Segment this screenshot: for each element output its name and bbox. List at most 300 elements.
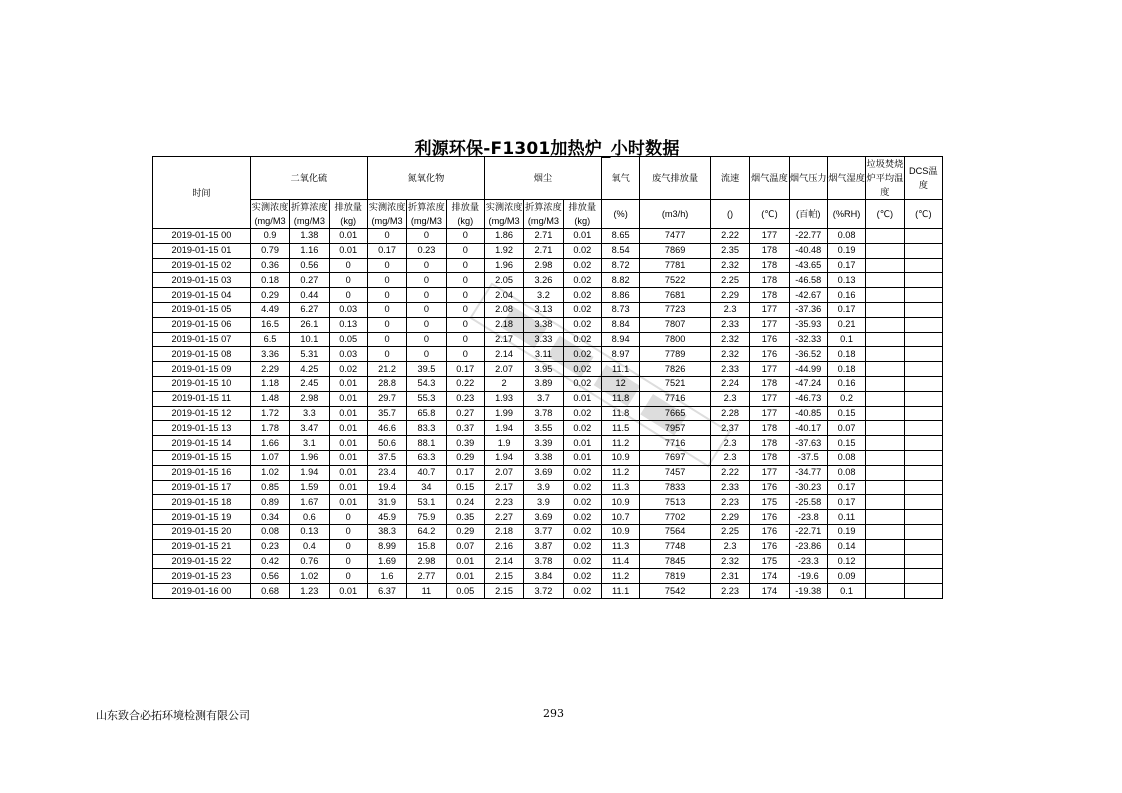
table-cell: 0.16 <box>827 376 865 391</box>
table-cell: 2019-01-15 19 <box>153 510 251 525</box>
table-cell: 2.3 <box>710 302 749 317</box>
table-cell: -35.93 <box>789 317 827 332</box>
table-cell: 0.17 <box>446 465 484 480</box>
table-cell <box>866 465 904 480</box>
table-cell: 3.69 <box>524 510 563 525</box>
table-cell: 3.95 <box>524 362 563 377</box>
table-row <box>153 229 943 244</box>
table-cell: 0.79 <box>250 243 289 258</box>
table-cell: 176 <box>750 524 789 539</box>
table-cell: 3.38 <box>524 317 563 332</box>
table-cell: 7716 <box>640 436 711 451</box>
table-cell: 0.37 <box>446 421 484 436</box>
table-cell: 2.15 <box>484 584 523 599</box>
subheader-so2-emission: 排放量 (kg) <box>329 200 367 229</box>
table-cell: 1.59 <box>290 480 329 495</box>
table-cell: 2.27 <box>484 510 523 525</box>
table-cell: 0.23 <box>407 243 446 258</box>
table-cell: -37.5 <box>789 450 827 465</box>
table-cell: 178 <box>750 258 789 273</box>
table-cell: 2.22 <box>710 229 749 244</box>
table-cell: 0 <box>446 302 484 317</box>
table-cell: 6.27 <box>290 302 329 317</box>
table-cell: 0 <box>407 288 446 303</box>
table-cell: 0.13 <box>827 273 865 288</box>
table-cell <box>904 302 942 317</box>
table-cell: 2.3 <box>710 539 749 554</box>
table-cell: 2.25 <box>710 273 749 288</box>
table-cell: 0.44 <box>290 288 329 303</box>
table-cell: 8.86 <box>601 288 639 303</box>
table-row <box>153 450 943 465</box>
table-cell <box>904 317 942 332</box>
table-cell: 7748 <box>640 539 711 554</box>
table-cell: 7564 <box>640 524 711 539</box>
table-cell: 2.33 <box>710 480 749 495</box>
table-cell: 0.02 <box>563 288 601 303</box>
table-cell: 0.01 <box>329 465 367 480</box>
table-cell: 0.01 <box>563 229 601 244</box>
table-cell: 2.28 <box>710 406 749 421</box>
table-cell: 2019-01-15 06 <box>153 317 251 332</box>
table-cell: 176 <box>750 480 789 495</box>
table-cell: 0.17 <box>446 362 484 377</box>
table-cell: 2.14 <box>484 347 523 362</box>
table-row <box>153 569 943 584</box>
table-cell: 2.29 <box>710 510 749 525</box>
table-cell: 0 <box>446 332 484 347</box>
table-cell <box>866 273 904 288</box>
table-cell: 0.29 <box>446 450 484 465</box>
unit-gas-pressure: (百帕) <box>789 200 827 229</box>
table-cell: 0.17 <box>367 243 406 258</box>
table-cell <box>904 229 942 244</box>
table-cell: 0.27 <box>290 273 329 288</box>
table-cell: 1.02 <box>250 465 289 480</box>
table-cell: 7542 <box>640 584 711 599</box>
table-cell <box>904 332 942 347</box>
table-cell: 0.08 <box>827 229 865 244</box>
table-cell: 0.34 <box>250 510 289 525</box>
table-cell: 0 <box>407 347 446 362</box>
table-cell: 1.94 <box>484 450 523 465</box>
table-cell: 7697 <box>640 450 711 465</box>
table-cell: 1.02 <box>290 569 329 584</box>
table-cell: 177 <box>750 317 789 332</box>
table-cell: 63.3 <box>407 450 446 465</box>
table-cell: 176 <box>750 539 789 554</box>
table-cell <box>904 524 942 539</box>
subheader-dust-emission: 排放量 (kg) <box>563 200 601 229</box>
table-cell <box>904 436 942 451</box>
table-cell: 0.01 <box>563 391 601 406</box>
unit-velocity: () <box>710 200 749 229</box>
table-cell: 0.02 <box>563 347 601 362</box>
table-cell: 2019-01-15 18 <box>153 495 251 510</box>
table-cell: 15.8 <box>407 539 446 554</box>
table-cell: 19.4 <box>367 480 406 495</box>
table-cell: 0.56 <box>250 569 289 584</box>
subheader-nox-emission: 排放量 (kg) <box>446 200 484 229</box>
table-cell: 0.02 <box>563 465 601 480</box>
table-cell: 2.98 <box>407 554 446 569</box>
table-cell: 1.86 <box>484 229 523 244</box>
table-cell <box>866 391 904 406</box>
table-cell: 3.7 <box>524 391 563 406</box>
table-cell: 3.13 <box>524 302 563 317</box>
page-number: 293 <box>543 707 564 720</box>
table-cell: 11.3 <box>601 539 639 554</box>
table-cell <box>904 243 942 258</box>
table-cell: 7800 <box>640 332 711 347</box>
table-cell: 0 <box>446 243 484 258</box>
table-cell <box>866 480 904 495</box>
table-cell: 0.15 <box>827 436 865 451</box>
table-cell: -36.52 <box>789 347 827 362</box>
table-cell: 0 <box>407 302 446 317</box>
table-cell: 2.35 <box>710 243 749 258</box>
table-cell: 2.17 <box>484 332 523 347</box>
table-row <box>153 465 943 480</box>
table-cell: 0.89 <box>250 495 289 510</box>
table-cell: 34 <box>407 480 446 495</box>
table-cell: 10.9 <box>601 524 639 539</box>
subheader-dust-converted: 折算浓度 (mg/M3 <box>524 200 563 229</box>
table-cell: 0.01 <box>329 406 367 421</box>
table-cell: 2.08 <box>484 302 523 317</box>
table-cell <box>866 584 904 599</box>
table-cell: 3.36 <box>250 347 289 362</box>
table-cell: 0.15 <box>446 480 484 495</box>
table-cell: 3.84 <box>524 569 563 584</box>
table-cell <box>866 243 904 258</box>
table-cell: 21.2 <box>367 362 406 377</box>
table-cell: 11.2 <box>601 465 639 480</box>
table-row <box>153 362 943 377</box>
table-cell <box>904 362 942 377</box>
table-cell: 0.16 <box>827 288 865 303</box>
table-cell: 0 <box>329 273 367 288</box>
table-cell: 0.85 <box>250 480 289 495</box>
table-cell: -23.3 <box>789 554 827 569</box>
table-cell: 0.1 <box>827 584 865 599</box>
table-cell: 11.1 <box>601 362 639 377</box>
table-cell: 0.02 <box>563 569 601 584</box>
table-cell: 7957 <box>640 421 711 436</box>
table-cell: 0.18 <box>250 273 289 288</box>
table-cell: 0.02 <box>563 510 601 525</box>
table-cell: 7723 <box>640 302 711 317</box>
table-cell: 0 <box>367 347 406 362</box>
table-cell: 177 <box>750 465 789 480</box>
table-cell: 177 <box>750 406 789 421</box>
table-row <box>153 317 943 332</box>
table-cell: 0 <box>407 273 446 288</box>
table-cell: 3.33 <box>524 332 563 347</box>
table-cell: 2.3 <box>710 436 749 451</box>
table-cell: 2.98 <box>290 391 329 406</box>
table-cell: 0.01 <box>329 243 367 258</box>
table-cell: 0 <box>367 332 406 347</box>
table-cell: 8.84 <box>601 317 639 332</box>
table-cell: 178 <box>750 243 789 258</box>
header-gas-humidity: 烟气湿度 <box>827 157 865 200</box>
table-cell: 11.4 <box>601 554 639 569</box>
table-cell: 1.07 <box>250 450 289 465</box>
table-cell: 2.71 <box>524 243 563 258</box>
table-cell: 2.29 <box>710 288 749 303</box>
table-cell: 0.02 <box>563 273 601 288</box>
table-cell: 2.23 <box>710 495 749 510</box>
table-cell: 7781 <box>640 258 711 273</box>
table-cell: 2019-01-15 20 <box>153 524 251 539</box>
table-cell: 23.4 <box>367 465 406 480</box>
table-cell: 8.54 <box>601 243 639 258</box>
table-cell: 0 <box>446 288 484 303</box>
table-row <box>153 436 943 451</box>
table-cell <box>904 554 942 569</box>
table-cell: 0.02 <box>563 584 601 599</box>
table-cell: 50.6 <box>367 436 406 451</box>
table-cell: 0.01 <box>329 584 367 599</box>
table-cell: 0.01 <box>329 480 367 495</box>
table-cell: 0 <box>329 569 367 584</box>
table-cell: 39.5 <box>407 362 446 377</box>
table-cell <box>866 524 904 539</box>
header-dcs-temp: DCS温度 <box>904 157 942 200</box>
table-cell: 0.07 <box>446 539 484 554</box>
table-cell: 0.08 <box>250 524 289 539</box>
table-cell: -19.38 <box>789 584 827 599</box>
table-cell: 0.21 <box>827 317 865 332</box>
table-cell: 0 <box>329 288 367 303</box>
table-cell: 2019-01-15 21 <box>153 539 251 554</box>
header-dust: 烟尘 <box>484 157 601 200</box>
table-cell: 0.36 <box>250 258 289 273</box>
table-cell <box>904 347 942 362</box>
subheader-nox-measured: 实测浓度 (mg/M3 <box>367 200 406 229</box>
table-cell: 4.25 <box>290 362 329 377</box>
table-cell: 7826 <box>640 362 711 377</box>
table-cell: 16.5 <box>250 317 289 332</box>
table-cell <box>866 229 904 244</box>
table-cell: -42.67 <box>789 288 827 303</box>
header-velocity: 流速 <box>710 157 749 200</box>
table-cell: 2.23 <box>710 584 749 599</box>
table-cell: 2.32 <box>710 554 749 569</box>
table-cell: 1.67 <box>290 495 329 510</box>
table-cell: 0.23 <box>250 539 289 554</box>
table-cell <box>904 391 942 406</box>
table-cell <box>866 436 904 451</box>
table-cell: 8.97 <box>601 347 639 362</box>
table-cell: 0.68 <box>250 584 289 599</box>
table-cell: 7681 <box>640 288 711 303</box>
table-cell: 2.14 <box>484 554 523 569</box>
table-cell: 7513 <box>640 495 711 510</box>
table-cell: -32.33 <box>789 332 827 347</box>
table-cell: 7521 <box>640 376 711 391</box>
table-row <box>153 243 943 258</box>
table-cell: 3.78 <box>524 406 563 421</box>
table-cell: 7477 <box>640 229 711 244</box>
table-cell: 178 <box>750 288 789 303</box>
table-cell <box>866 554 904 569</box>
table-cell: 65.8 <box>407 406 446 421</box>
table-cell: 11 <box>407 584 446 599</box>
table-cell: 177 <box>750 391 789 406</box>
table-cell: 2019-01-15 05 <box>153 302 251 317</box>
table-cell: 31.9 <box>367 495 406 510</box>
table-row <box>153 273 943 288</box>
table-cell: -23.86 <box>789 539 827 554</box>
subheader-so2-converted: 折算浓度 (mg/M3 <box>290 200 329 229</box>
table-cell: 10.7 <box>601 510 639 525</box>
table-cell: 0.02 <box>563 332 601 347</box>
table-cell: 0.02 <box>563 317 601 332</box>
table-cell: 1.92 <box>484 243 523 258</box>
table-cell: 8.99 <box>367 539 406 554</box>
table-cell: 174 <box>750 569 789 584</box>
table-cell: 0 <box>329 524 367 539</box>
table-cell: 0.01 <box>329 229 367 244</box>
table-cell: 0.2 <box>827 391 865 406</box>
table-cell: 7702 <box>640 510 711 525</box>
table-cell: 1.48 <box>250 391 289 406</box>
table-cell: 0.42 <box>250 554 289 569</box>
table-cell: 1.93 <box>484 391 523 406</box>
table-cell: 3.89 <box>524 376 563 391</box>
header-time: 时间 <box>153 157 251 229</box>
table-cell: 2.3 <box>710 450 749 465</box>
table-cell: 176 <box>750 347 789 362</box>
table-cell <box>904 510 942 525</box>
table-cell: 0.01 <box>446 554 484 569</box>
table-cell: -47.24 <box>789 376 827 391</box>
table-cell: 0.08 <box>827 465 865 480</box>
table-cell: 3.78 <box>524 554 563 569</box>
table-row <box>153 495 943 510</box>
table-cell: 0.03 <box>329 302 367 317</box>
hourly-data-table <box>152 156 943 599</box>
table-cell: 7716 <box>640 391 711 406</box>
table-cell: 7869 <box>640 243 711 258</box>
table-cell: 0.17 <box>827 480 865 495</box>
table-cell: 2.3 <box>710 391 749 406</box>
table-cell: 174 <box>750 584 789 599</box>
table-cell: 2.18 <box>484 524 523 539</box>
table-cell: 0.05 <box>446 584 484 599</box>
table-cell: 0.24 <box>446 495 484 510</box>
table-cell: 3.47 <box>290 421 329 436</box>
table-cell: 2019-01-15 11 <box>153 391 251 406</box>
table-cell: 2.71 <box>524 229 563 244</box>
table-cell: 0.19 <box>827 524 865 539</box>
table-cell: 38.3 <box>367 524 406 539</box>
table-cell: 0.18 <box>827 362 865 377</box>
table-cell <box>904 465 942 480</box>
table-cell: 1.38 <box>290 229 329 244</box>
table-cell: 3.1 <box>290 436 329 451</box>
table-cell: -37.36 <box>789 302 827 317</box>
table-cell: 0.01 <box>329 376 367 391</box>
table-cell: 0 <box>446 317 484 332</box>
table-cell: 2.17 <box>484 480 523 495</box>
table-cell: 2019-01-15 07 <box>153 332 251 347</box>
table-cell: 2.77 <box>407 569 446 584</box>
table-cell: 0.02 <box>329 362 367 377</box>
table-cell: 3.55 <box>524 421 563 436</box>
table-cell: 0.02 <box>563 243 601 258</box>
table-cell: 2019-01-15 23 <box>153 569 251 584</box>
table-cell: -43.65 <box>789 258 827 273</box>
unit-o2: (%) <box>601 200 639 229</box>
table-cell: 0 <box>329 258 367 273</box>
report-title: 利源环保-F1301加热炉_小时数据 <box>414 139 680 159</box>
table-cell: 1.96 <box>484 258 523 273</box>
table-row <box>153 258 943 273</box>
subheader-nox-converted: 折算浓度 (mg/M3 <box>407 200 446 229</box>
table-cell: -46.58 <box>789 273 827 288</box>
table-cell: 0.23 <box>446 391 484 406</box>
table-cell: 54.3 <box>407 376 446 391</box>
table-cell <box>904 584 942 599</box>
table-cell: 2019-01-15 13 <box>153 421 251 436</box>
table-cell <box>866 362 904 377</box>
table-cell <box>866 258 904 273</box>
table-cell: 2.32 <box>710 258 749 273</box>
table-cell: 3.11 <box>524 347 563 362</box>
table-cell: 0.22 <box>446 376 484 391</box>
table-cell: 0.27 <box>446 406 484 421</box>
table-cell: 0 <box>329 510 367 525</box>
table-cell: 0.35 <box>446 510 484 525</box>
table-cell: 11.2 <box>601 436 639 451</box>
table-cell: 0.4 <box>290 539 329 554</box>
table-cell: 0.08 <box>827 450 865 465</box>
table-cell: 2.45 <box>290 376 329 391</box>
table-cell: -22.77 <box>789 229 827 244</box>
table-cell: 0.02 <box>563 376 601 391</box>
table-cell: 175 <box>750 554 789 569</box>
table-cell: 53.1 <box>407 495 446 510</box>
table-cell: 175 <box>750 495 789 510</box>
table-cell: 1.16 <box>290 243 329 258</box>
table-cell: 2.07 <box>484 465 523 480</box>
table-cell: 2.25 <box>710 524 749 539</box>
table-cell: 37.5 <box>367 450 406 465</box>
table-cell: 0 <box>367 317 406 332</box>
table-cell: 10.9 <box>601 495 639 510</box>
table-cell: 2.24 <box>710 376 749 391</box>
table-cell: 0 <box>329 554 367 569</box>
table-cell <box>866 510 904 525</box>
table-cell: 0.02 <box>563 362 601 377</box>
table-cell: 1.18 <box>250 376 289 391</box>
table-cell <box>866 288 904 303</box>
table-cell <box>866 347 904 362</box>
table-cell: 0.01 <box>329 391 367 406</box>
table-cell: 176 <box>750 510 789 525</box>
table-cell: 2.15 <box>484 569 523 584</box>
table-cell: 0.03 <box>329 347 367 362</box>
table-cell: 2.37 <box>710 421 749 436</box>
table-row <box>153 347 943 362</box>
table-cell: 0.02 <box>563 302 601 317</box>
table-cell: 28.8 <box>367 376 406 391</box>
unit-gas-temp: (℃) <box>750 200 789 229</box>
table-cell: 7522 <box>640 273 711 288</box>
